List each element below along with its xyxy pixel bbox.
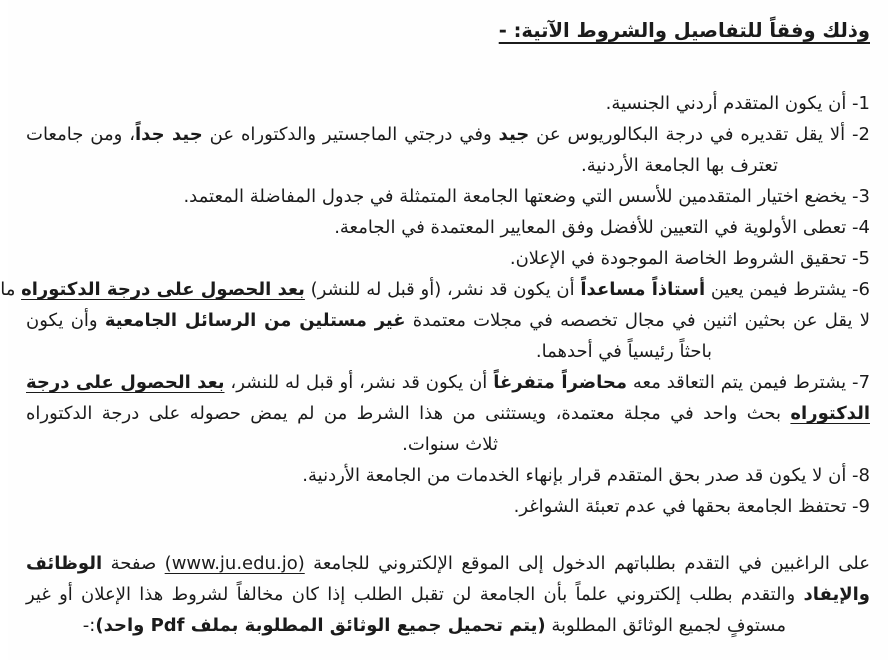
closing-text-e: :-: [82, 615, 96, 636]
condition-6-text-c: ما: [0, 279, 22, 300]
condition-1: [26, 88, 870, 119]
condition-6-line-2: [26, 305, 870, 336]
after-phd-clause-part2: الدكتوراه: [790, 403, 870, 424]
after-phd-clause: بعد الحصول على درجة الدكتوراه: [21, 279, 305, 300]
condition-7-text-d: ثلاث سنوات.: [402, 434, 498, 455]
condition-3: [26, 181, 870, 212]
condition-6-line-3: [26, 336, 870, 367]
pdf-upload-note: (يتم تحميل جميع الوثائق المطلوبة بملف Pdf واحد): [95, 615, 546, 636]
condition-3-text: 3- يخضع اختيار المتقدمين للأسس التي وضعتها الجامعة المتمثلة في جدول المفاضلة المعتمد.: [183, 186, 870, 207]
closing-paragraph: [26, 548, 870, 641]
condition-4-text: 4- تعطى الأولوية في التعيين للأفضل وفق المعايير المعتمدة في الجامعة.: [334, 217, 870, 238]
condition-7-line-3: [26, 429, 870, 460]
condition-6-text-f: باحثاً رئيسياً في أحدهما.: [535, 341, 712, 362]
jobs-page-label: الوظائف: [26, 553, 103, 574]
not-extracted-from-theses: غير مستلين من الرسائل الجامعية: [104, 310, 406, 331]
condition-8: [26, 460, 870, 491]
condition-6-text-b: أن يكون قد نشر، (أو قبل له للنشر): [304, 279, 581, 300]
conditions-list: [0, 88, 871, 522]
closing-text-b: صفحة: [102, 553, 165, 574]
condition-5: [26, 243, 870, 274]
condition-9: [26, 491, 870, 522]
condition-7-text-b: أن يكون قد نشر، أو قبل له للنشر،: [224, 372, 494, 393]
rank-assistant-professor: أستاذاً مساعداً: [580, 279, 706, 300]
dispatch-page-label: والإيفاد: [803, 584, 870, 605]
condition-7-text-c: بحث واحد في مجلة معتمدة، ويستثنى من هذا الشرط من لم يمض حصوله على درجة الدكتوراه: [26, 403, 791, 424]
heading-text: وذلك وفقاً للتفاصيل والشروط الآتية: -: [498, 19, 870, 42]
rank-fulltime-lecturer: محاضراً متفرغاً: [493, 372, 627, 393]
condition-7-text-a: 7- يشترط فيمن يتم التعاقد معه: [626, 372, 871, 393]
condition-1-text: 1- أن يكون المتقدم أردني الجنسية.: [605, 93, 870, 114]
condition-6-text-e: وأن يكون: [26, 310, 105, 331]
grade-very-good: جيد جداً: [135, 124, 203, 145]
condition-2-text-a: 2- ألا يقل تقديره في درجة البكالوريوس عن: [529, 124, 870, 145]
closing-text-c: والتقدم بطلب إلكتروني علماً بأن الجامعة لن تقبل الطلب إذا كان مخالفاً لشروط هذا الإعلان أو غير: [26, 584, 804, 605]
closing-text-a: على الراغبين في التقدم بطلباتهم الدخول إلى الموقع الإلكتروني للجامعة: [304, 553, 870, 574]
condition-6-text-d: لا يقل عن بحثين اثنين في مجال تخصصه في مجلات معتمدة: [405, 310, 870, 331]
condition-2-text-b: وفي درجتي الماجستير والدكتوراه عن: [202, 124, 499, 145]
condition-9-text: 9- تحتفظ الجامعة بحقها في عدم تعبئة الشواغر.: [513, 496, 870, 517]
grade-good: جيد: [498, 124, 530, 145]
university-website-link[interactable]: (www.ju.edu.jo): [164, 553, 305, 574]
closing-text-d: مستوفٍ لجميع الوثائق المطلوبة: [545, 615, 786, 636]
condition-2-line-2: [26, 150, 870, 181]
condition-5-text: 5- تحقيق الشروط الخاصة الموجودة في الإعلان.: [509, 248, 870, 269]
closing-line-2: [26, 579, 870, 610]
condition-4: [26, 212, 870, 243]
closing-line-3: [26, 610, 870, 641]
condition-2-line-1: [26, 119, 870, 150]
closing-line-1: [26, 548, 870, 579]
condition-6-line-1: [0, 274, 870, 305]
condition-2-text-d: تعترف بها الجامعة الأردنية.: [580, 155, 778, 176]
condition-8-text: 8- أن لا يكون قد صدر بحق المتقدم قرار بإنهاء الخدمات من الجامعة الأردنية.: [302, 465, 870, 486]
condition-2-text-c: ، ومن جامعات: [26, 124, 136, 145]
condition-6-text-a: 6- يشترط فيمن يعين: [705, 279, 870, 300]
after-phd-clause-part1: بعد الحصول على درجة: [26, 372, 225, 393]
condition-7-line-1: [26, 367, 870, 398]
document-heading: [26, 16, 870, 46]
condition-7-line-2: [26, 398, 870, 429]
